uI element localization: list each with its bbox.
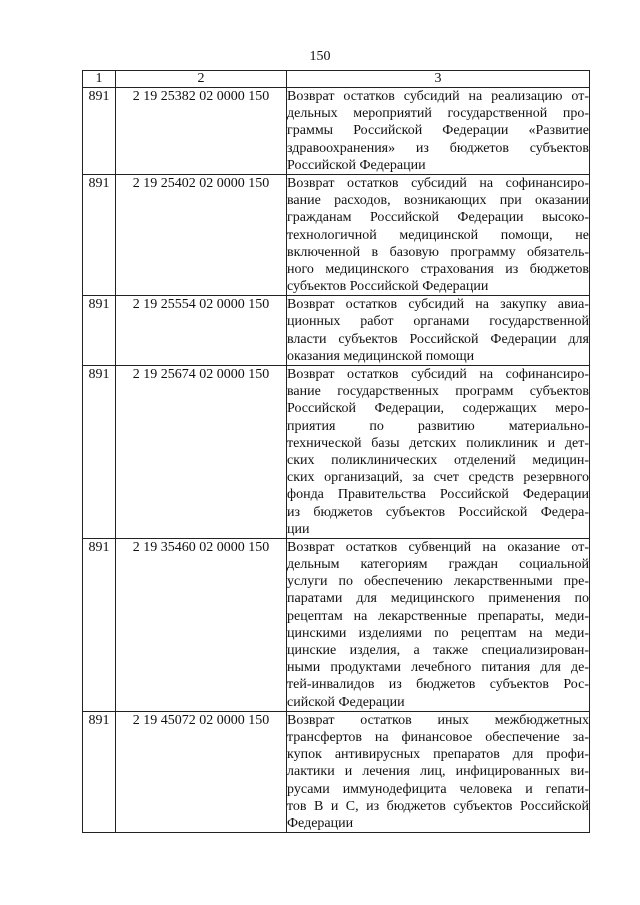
description-line: субъектов Российской Федерации — [287, 279, 489, 295]
admin-code-cell: 891 — [83, 88, 116, 175]
page-number: 150 — [309, 49, 331, 64]
description-line: тов В и С, из бюджетов субъектов Российской — [287, 798, 589, 814]
budget-classification-table — [82, 70, 590, 833]
description-line: купок антивирусных препаратов для профи- — [287, 747, 589, 763]
description-line: Возврат остатков иных межбюджетных — [287, 712, 589, 728]
table-row — [83, 538, 590, 711]
description-cell — [287, 366, 590, 539]
description-line: ными продуктами лечебного питания для де- — [287, 660, 589, 676]
admin-code-cell: 891 — [83, 711, 116, 832]
description-line: технологичной медицинской помощи, не — [287, 227, 589, 243]
description-line: гражданам Российской Федерации высоко- — [287, 210, 589, 226]
description-line: услуги по обеспечению лекарственными пре- — [287, 574, 589, 590]
description-line: Возврат остатков субсидий на софинансиро- — [287, 367, 589, 382]
description-cell — [287, 711, 590, 832]
description-line: вание государственных программ субъектов — [287, 384, 589, 400]
description-line: оказания медицинской помощи — [287, 348, 475, 364]
admin-code-cell: 891 — [83, 538, 116, 711]
table-row — [83, 174, 590, 295]
description-line: трансфертов на финансовое обеспечение за- — [287, 729, 589, 745]
description-line: Российской Федерации, содержащих меро- — [287, 401, 589, 417]
description-line: граммы Российской Федерации «Развитие — [287, 123, 589, 139]
budget-code-cell: 2 19 45072 02 0000 150 — [116, 711, 287, 832]
description-line: ционных работ органами государственной — [287, 314, 589, 330]
description-line: Возврат остатков субсидий на реализацию от- — [287, 89, 589, 104]
description-line: приятия по развитию материально- — [287, 418, 589, 434]
description-line: власти субъектов Российской Федерации для — [287, 331, 589, 347]
description-line: включенной в базовую программу обязатель- — [287, 244, 589, 260]
description-line: Возврат остатков субсидий на софинансиро- — [287, 175, 589, 191]
description-line: вание расходов, возникающих при оказании — [287, 193, 589, 209]
description-line: здравоохранения» из бюджетов субъектов — [287, 140, 589, 156]
description-line: из бюджетов субъектов Российской Федера- — [287, 504, 589, 520]
budget-code-cell: 2 19 25382 02 0000 150 — [116, 88, 287, 175]
budget-code-cell: 2 19 25674 02 0000 150 — [116, 366, 287, 539]
description-cell — [287, 538, 590, 711]
table-row — [83, 711, 590, 832]
description-line: русами иммунодефицита человека и гепати- — [287, 781, 589, 797]
description-line: ного медицинского страхования из бюджетов — [287, 261, 589, 277]
description-line: сийской Федерации — [287, 694, 405, 710]
description-line: ции — [287, 521, 310, 537]
table-row — [83, 88, 590, 175]
column-header-2: 2 — [116, 71, 287, 88]
description-line: ских поликлинических отделений медицин- — [287, 452, 589, 468]
description-line: цинские изделия, а также специализирован- — [287, 643, 589, 658]
description-line: паратами для медицинского применения по — [287, 591, 589, 607]
table-row — [83, 296, 590, 366]
budget-code-cell: 2 19 35460 02 0000 150 — [116, 538, 287, 711]
description-line: дельным категориям граждан социальной — [287, 557, 589, 573]
description-line: Возврат остатков субсидий на закупку авиа- — [287, 297, 589, 313]
table-row — [83, 366, 590, 539]
description-line: дельных мероприятий государственной про- — [287, 106, 589, 122]
description-line: фонда Правительства Российской Федерации — [287, 487, 589, 503]
description-cell — [287, 88, 590, 175]
description-line: лактики и лечения лиц, инфицированных ви- — [287, 764, 589, 780]
table-header-row — [83, 71, 590, 88]
column-header-3: 3 — [287, 71, 590, 88]
budget-code-cell: 2 19 25554 02 0000 150 — [116, 296, 287, 366]
admin-code-cell: 891 — [83, 366, 116, 539]
description-line: ских организаций, за счет средств резервного — [287, 470, 589, 486]
column-header-1: 1 — [83, 71, 116, 88]
description-line: технической базы детских поликлиник и дет- — [287, 435, 589, 451]
admin-code-cell: 891 — [83, 174, 116, 295]
description-line: Российской Федерации — [287, 157, 426, 173]
budget-code-cell: 2 19 25402 02 0000 150 — [116, 174, 287, 295]
description-line: тей-инвалидов из бюджетов субъектов Рос- — [287, 677, 589, 693]
admin-code-cell: 891 — [83, 296, 116, 366]
description-cell — [287, 174, 590, 295]
description-cell — [287, 296, 590, 366]
description-line: цинскими изделиями по рецептам на меди- — [287, 625, 589, 641]
description-line: Федерации — [287, 815, 354, 831]
description-line: Возврат остатков субвенций на оказание от- — [287, 539, 589, 555]
description-line: рецептам на лекарственные препараты, меди- — [287, 608, 589, 624]
